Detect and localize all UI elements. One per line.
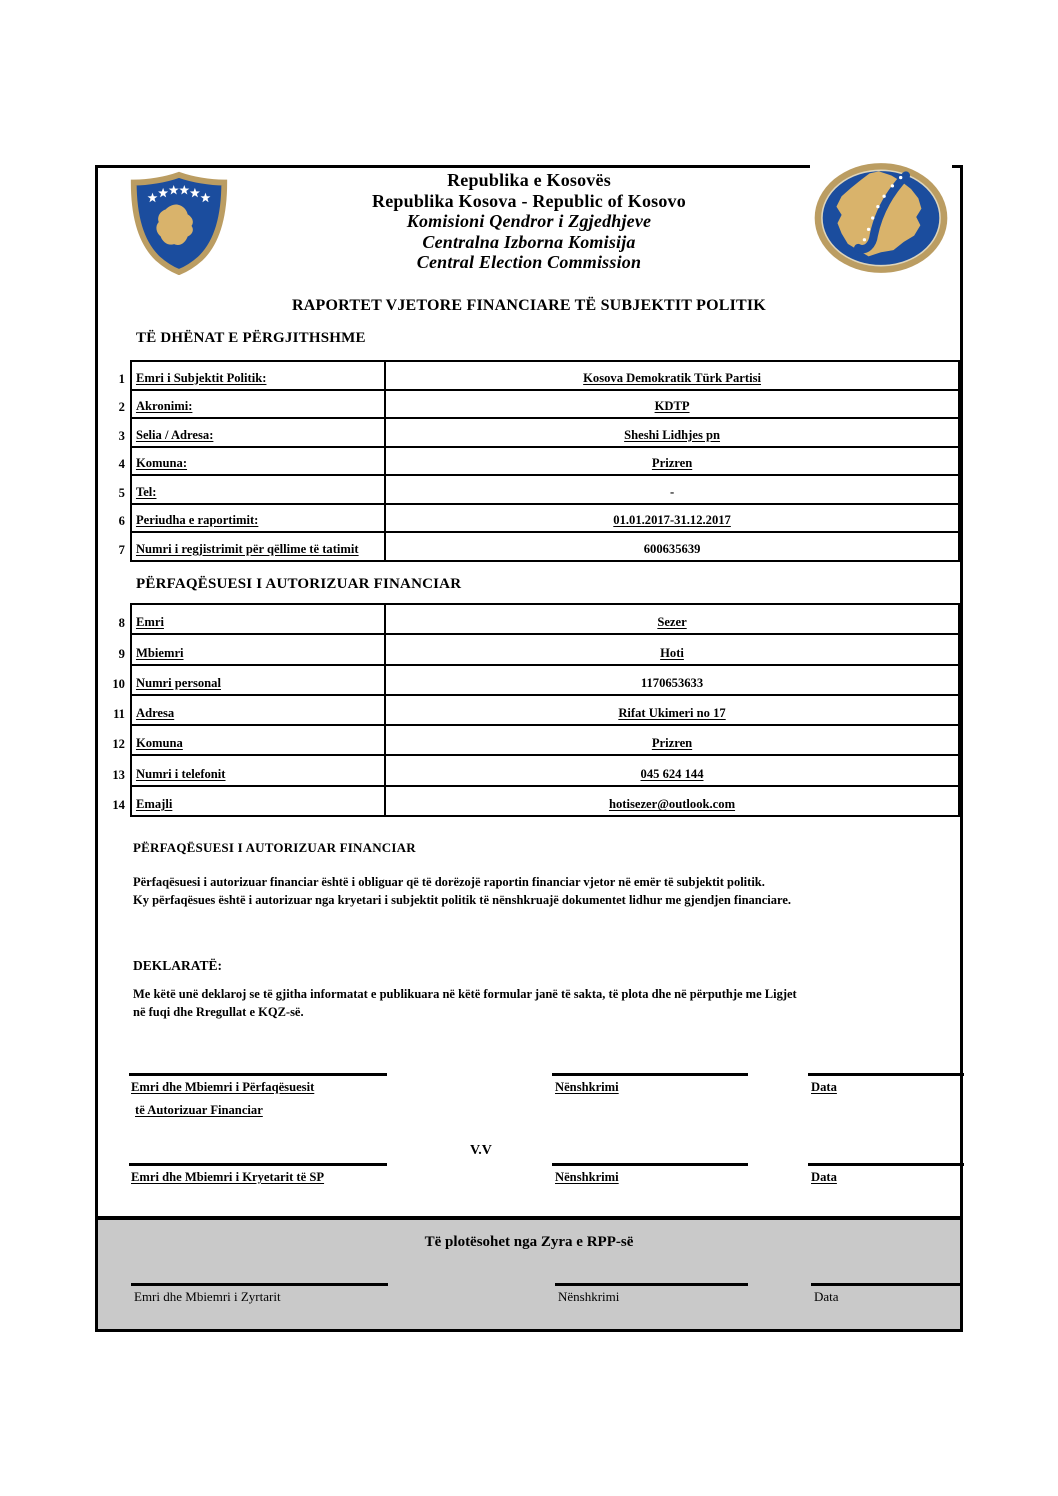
field-label: Komuna — [135, 736, 183, 751]
declaration-heading: DEKLARATË: — [133, 958, 223, 973]
field-label: Emri — [135, 615, 164, 630]
field-value: Hoti — [660, 645, 684, 660]
note-line: Përfaqësuesi i autorizuar financiar është i obliguar që të dorëzojë raportin financiar vjetor në emër të subjektit politik. — [133, 875, 765, 889]
table-row — [109, 361, 959, 390]
field-value: Rifat Ukimeri no 17 — [618, 706, 726, 721]
row-number: 13 — [112, 767, 125, 782]
header-line-4: Centralna Izborna Komisija — [422, 231, 636, 252]
representative-table — [109, 603, 960, 817]
office-signature-label: Nënshkrimi — [558, 1289, 620, 1304]
header-line-5: Central Election Commission — [416, 252, 642, 273]
table-row — [109, 504, 959, 533]
field-label: Mbiemri — [135, 645, 184, 660]
representative-note-heading: PËRFAQËSUESI I AUTORIZUAR FINANCIAR — [133, 840, 416, 855]
election-commission-emblem-icon — [810, 161, 952, 275]
field-value: hotisezer@outlook.com — [608, 797, 736, 812]
row-number: 8 — [118, 616, 125, 631]
field-value: Sezer — [657, 615, 687, 630]
row-number: 9 — [118, 646, 125, 661]
row-number: 12 — [112, 737, 125, 752]
field-value: Prizren — [651, 456, 693, 470]
declaration-text — [133, 986, 933, 1021]
table-row — [109, 665, 959, 695]
field-label: Emri i Subjektit Politik: — [135, 370, 267, 385]
representative-heading: PËRFAQËSUESI I AUTORIZUAR FINANCIAR — [136, 576, 462, 592]
signature-label1: Nënshkrimi — [555, 1080, 619, 1094]
table-row — [109, 604, 959, 634]
field-value: 01.01.2017-31.12.2017 — [613, 513, 731, 527]
row-number: 10 — [112, 676, 125, 691]
table-row — [109, 475, 959, 504]
office-date-label: Data — [814, 1289, 839, 1304]
field-label: Numri i regjistrimit për qëllime të tatimit — [135, 541, 359, 556]
document-title: RAPORTET VJETORE FINANCIARE TË SUBJEKTIT POLITIK — [292, 297, 766, 314]
note-line: Ky përfaqësues është i autorizuar nga kryetari i subjektit politik të nënshkruajë dokumentet lidhur me gjendjen financiare. — [133, 892, 791, 907]
field-value: - — [669, 484, 675, 499]
row-number: 5 — [118, 485, 125, 500]
field-value: KDTP — [654, 399, 690, 413]
office-name-line — [131, 1283, 388, 1286]
field-value: Kosova Demokratik Türk Partisi — [583, 370, 761, 385]
row-number: 6 — [118, 514, 125, 528]
office-name-label: Emri dhe Mbiemri i Zyrtarit — [134, 1289, 281, 1304]
document — [95, 165, 963, 1332]
rpp-office-section — [98, 1216, 960, 1329]
field-value: Prizren — [651, 736, 693, 751]
general-data-table — [109, 360, 960, 562]
field-label: Komuna: — [135, 456, 188, 470]
table-row — [109, 418, 959, 447]
table-row — [109, 725, 959, 755]
table-row — [109, 755, 959, 785]
row-number: 2 — [118, 400, 125, 414]
row-number: 1 — [118, 371, 125, 386]
field-label: Numri i telefonit — [135, 766, 226, 781]
field-value: 600635639 — [643, 541, 701, 556]
representative-name-label: Emri dhe Mbiemri i Përfaqësuesit të Autorizuar Financiar — [131, 1080, 315, 1117]
row-number: 7 — [118, 542, 125, 557]
field-label: Selia / Adresa: — [135, 427, 214, 442]
table-row — [109, 634, 959, 664]
header-line-1: Republika e Kosovës — [447, 170, 611, 190]
signature-label2: Nënshkrimi — [555, 1170, 619, 1184]
table-row — [109, 695, 959, 725]
date-label2: Data — [811, 1170, 837, 1184]
rpp-office-heading: Të plotësohet nga Zyra e RPP-së — [424, 1234, 634, 1250]
table-row — [109, 390, 959, 419]
row-number: 4 — [118, 457, 125, 471]
table-row — [109, 532, 959, 561]
office-date-line — [811, 1283, 960, 1286]
field-label: Adresa — [135, 706, 175, 721]
representative-note-text — [133, 874, 933, 909]
declaration-line: Me këtë unë deklaroj se të gjitha informatat e publikuara në këtë formular janë të sakta, të plota dhe në përputhje me Ligjet — [133, 987, 797, 1001]
field-label: Periudha e raportimit: — [135, 513, 259, 527]
field-label: Emajli — [135, 797, 173, 812]
seal-mark: V.V — [470, 1143, 492, 1158]
field-label: Akronimi: — [135, 399, 193, 413]
chairman-name-label: Emri dhe Mbiemri i Kryetarit të SP — [131, 1170, 325, 1184]
date-label1: Data — [811, 1080, 837, 1094]
table-row — [109, 786, 959, 816]
field-label: Tel: — [135, 484, 157, 499]
row-number: 14 — [112, 798, 125, 813]
field-value: 1170653633 — [640, 675, 704, 690]
field-value: Sheshi Lidhjes pn — [624, 427, 721, 442]
table-row — [109, 447, 959, 476]
office-signature-line — [555, 1283, 748, 1286]
row-number: 11 — [113, 707, 125, 722]
row-number: 3 — [118, 428, 125, 443]
field-value: 045 624 144 — [640, 766, 704, 781]
header-line-2: Republika Kosova - Republic of Kosovo — [372, 190, 686, 211]
field-label: Numri personal — [135, 675, 221, 690]
header-line-3: Komisioni Qendror i Zgjedhjeve — [406, 211, 652, 232]
declaration-line: në fuqi dhe Rregullat e KQZ-së. — [133, 1004, 304, 1019]
general-data-heading: TË DHËNAT E PËRGJITHSHME — [136, 330, 366, 346]
